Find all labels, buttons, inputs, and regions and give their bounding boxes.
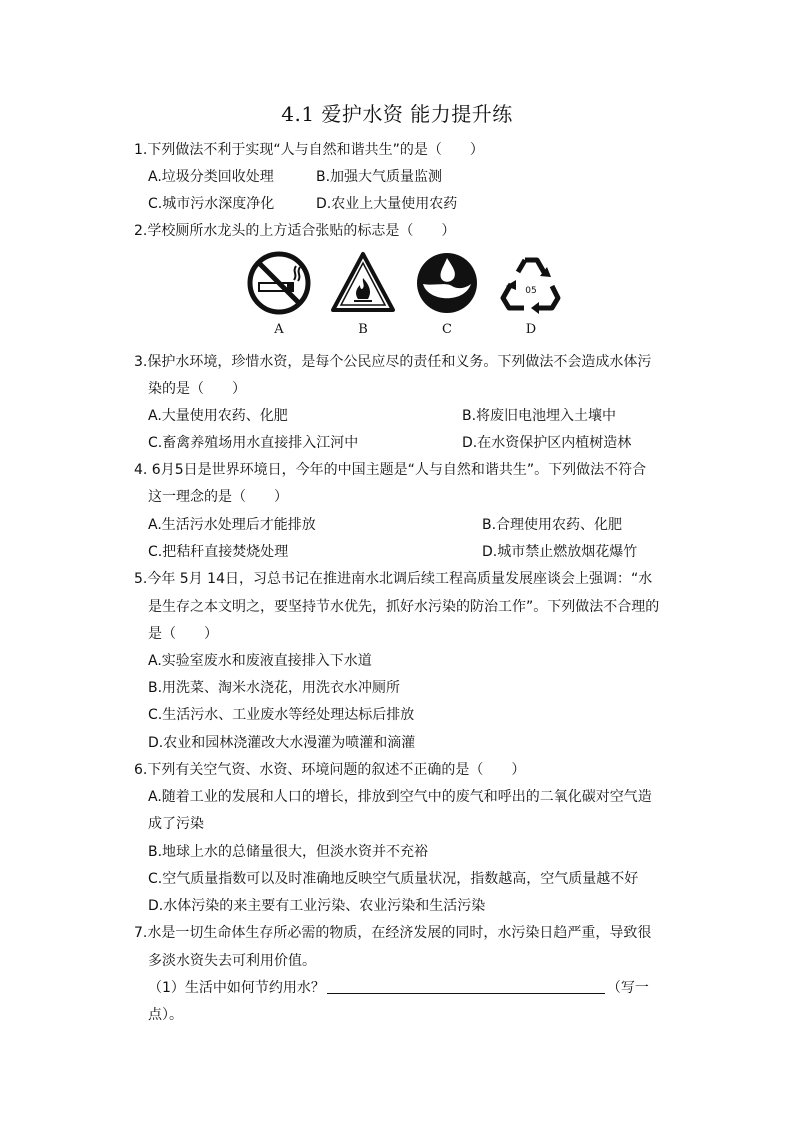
question-5-stem-line-3: 是（ ） [148, 626, 218, 642]
sign-option-b [328, 250, 398, 342]
answer-blank[interactable] [327, 979, 605, 994]
question-6-option-d: D.水体污染的来主要有工业污染、农业污染和生活污染 [148, 898, 486, 914]
sign-options [240, 250, 580, 342]
question-4-option-a: A.生活污水处理后才能排放 [148, 517, 316, 533]
sign-label-c: C [442, 322, 452, 337]
recycle-code: 05 [525, 286, 537, 296]
question-5-stem-line-1: 5.今年 5月 14日，习总书记在推进南水北调后续工程高质量发展座谈会上强调：“水 [134, 571, 653, 587]
question-1-option-c: C.城市污水深度净化 [148, 196, 275, 212]
question-5-option-d: D.农业和园林浇灌改大水漫灌为喷灌和滴灌 [148, 735, 416, 751]
question-6-option-a-line-2: 成了污染 [148, 816, 204, 832]
sign-label-b: B [358, 322, 368, 337]
question-7-sub-1-prompt: （1）生活中如何节约用水？ [148, 980, 325, 996]
question-3-stem-line-2: 染的是（ ） [148, 381, 246, 397]
sign-option-a [244, 250, 314, 342]
question-5-option-a: A.实验室废水和废液直接排入下水道 [148, 653, 372, 669]
question-3-stem-line-1: 3.保护水环境，珍惜水资，是每个公民应尽的责任和义务。下列做法不会造成水体污 [134, 354, 652, 370]
recycle-icon [498, 250, 564, 316]
question-7-stem-line-1: 7.水是一切生命体生存所必需的物质，在经济发展的同时，水污染日趋严重，导致很 [134, 925, 652, 941]
question-4-option-d: D.城市禁止燃放烟花爆竹 [482, 544, 638, 560]
question-1-option-b: B.加强大气质量监测 [316, 169, 443, 185]
question-3-option-d: D.在水资保护区内植树造林 [462, 435, 632, 451]
question-5-option-b: B.用洗菜、淘米水浇花，用洗衣水冲厕所 [148, 680, 401, 696]
question-7-sub-1-end: 点）。 [148, 1007, 183, 1023]
no-smoking-icon [246, 250, 312, 316]
question-1-option-d: D.农业上大量使用农药 [316, 196, 458, 212]
question-3-option-a: A.大量使用农药、化肥 [148, 408, 288, 424]
question-6-option-b: B.地球上水的总储量很大，但淡水资并不充裕 [148, 844, 429, 860]
page-title: 4.1 爱护水资 能力提升练 [281, 102, 513, 126]
question-1-option-a: A.垃圾分类回收处理 [148, 169, 274, 185]
sign-option-c [412, 250, 482, 342]
question-4-option-b: B.合理使用农药、化肥 [482, 517, 623, 533]
sign-option-d [496, 250, 566, 342]
question-2-stem: 2.学校厕所水龙头的上方适合张贴的标志是（ ） [134, 223, 456, 239]
sign-label-a: A [274, 322, 284, 337]
flammable-warning-icon [330, 250, 396, 316]
question-5-stem-line-2: 是生存之本文明之，要坚持节水优先，抓好水污染的防治工作”。下列做法不合理的 [148, 599, 660, 615]
question-6-stem: 6.下列有关空气资、水资、环境问题的叙述不正确的是（ ） [134, 762, 526, 778]
question-4-stem-line-2: 这一理念的是（ ） [148, 489, 288, 505]
question-3-option-c: C.畜禽养殖场用水直接排入江河中 [148, 435, 359, 451]
question-7-stem-line-2: 多淡水资失去可利用价值。 [148, 953, 316, 969]
question-6-option-a-line-1: A.随着工业的发展和人口的增长，排放到空气中的废气和呼出的二氧化碳对空气造 [148, 789, 652, 805]
sign-label-d: D [525, 322, 537, 337]
question-5-option-c: C.生活污水、工业废水等经处理达标后排放 [148, 707, 415, 723]
question-4-stem-line-1: 4. 6月5日是世界环境日，今年的中国主题是“人与自然和谐共生”。下列做法不符合 [134, 462, 647, 478]
question-7-sub-1-suffix: （写一 [606, 980, 649, 996]
water-saving-icon [414, 250, 480, 316]
question-7-sub-1 [148, 978, 649, 998]
question-1-stem: 1.下列做法不利于实现“人与自然和谐共生”的是（ ） [134, 142, 484, 158]
question-3-option-b: B.将废旧电池埋入土壤中 [462, 408, 617, 424]
question-4-option-c: C.把秸秆直接焚烧处理 [148, 544, 289, 560]
question-6-option-c: C.空气质量指数可以及时准确地反映空气质量状况，指数越高，空气质量越不好 [148, 871, 639, 887]
